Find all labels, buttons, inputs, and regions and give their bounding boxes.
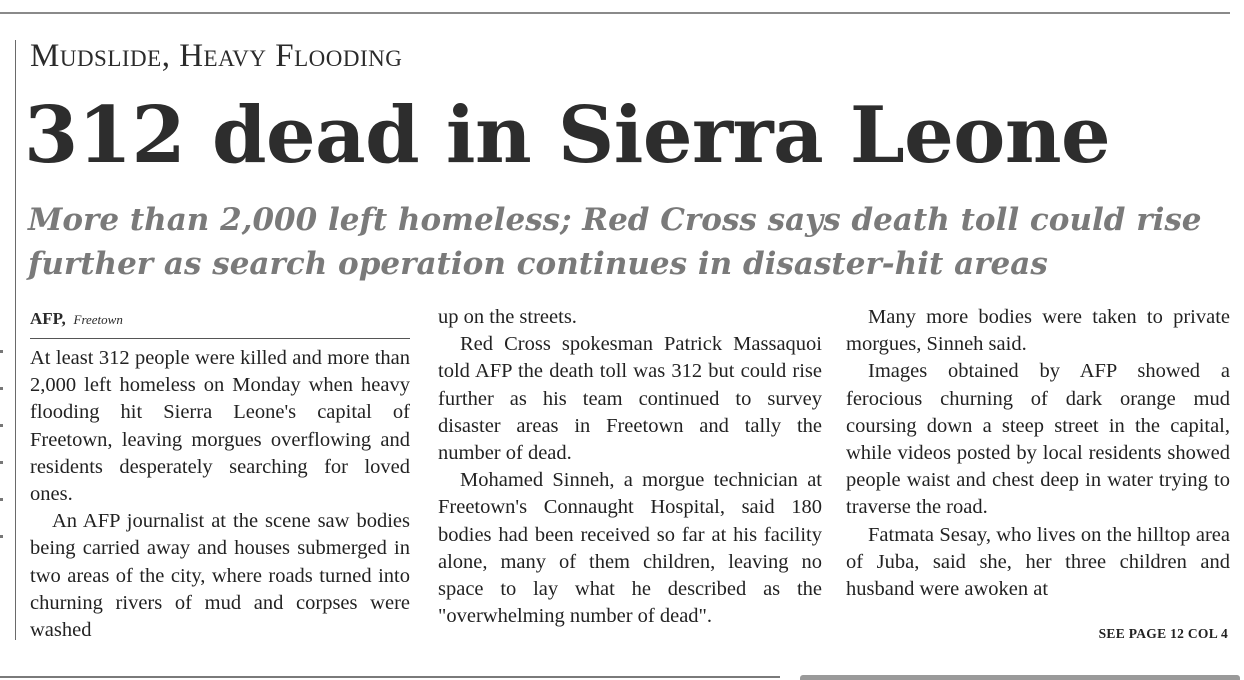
edge-mark xyxy=(0,535,3,538)
subheadline: More than 2,000 left homeless; Red Cross says death toll could rise further as search operation continues in disaster-hit areas xyxy=(28,202,1202,282)
paragraph: Many more bodies were taken to private morgues, Sinneh said. xyxy=(846,306,1230,356)
byline-place: Freetown xyxy=(73,312,123,327)
edge-mark xyxy=(0,461,3,464)
paragraph: Red Cross spokesman Patrick Massaquoi told AFP the death toll was 312 but could rise further as his team continued to survey disaster areas in Freetown and tally the number of dead. xyxy=(438,333,822,465)
article-column-1 xyxy=(30,345,410,644)
article-column-3 xyxy=(846,304,1230,603)
paragraph: An AFP journalist at the scene saw bodies being carried away and houses submerged in two areas of the city, where roads turned into churning rivers of mud and corpses were washed xyxy=(30,510,410,642)
byline-agency: AFP, xyxy=(30,309,66,328)
paragraph: Images obtained by AFP showed a ferocious churning of dark orange mud coursing down a steep street in the capital, while videos posted by local residents showed people waist and chest deep in water trying to traverse the road. xyxy=(846,360,1230,519)
article-column-2 xyxy=(438,304,822,630)
paragraph: up on the streets. xyxy=(438,306,577,328)
bottom-rule-right xyxy=(800,675,1240,680)
jump-line: SEE PAGE 12 COL 4 xyxy=(1098,626,1228,641)
edge-mark xyxy=(0,350,3,353)
bottom-rule xyxy=(0,676,780,678)
edge-mark xyxy=(0,387,3,390)
edge-mark xyxy=(0,424,3,427)
paragraph: Fatmata Sesay, who lives on the hilltop area of Juba, said she, her three children and husband were awoken at xyxy=(846,523,1230,601)
paragraph: At least 312 people were killed and more than 2,000 left homeless on Monday when heavy flooding hit Sierra Leone's capital of Freetown, leaving morgues overflowing and residents desperately searching for loved ones. xyxy=(30,347,410,506)
page-edge-marks xyxy=(0,350,6,630)
byline xyxy=(30,309,410,329)
top-rule xyxy=(0,12,1230,14)
kicker: Mudslide, Heavy Flooding xyxy=(30,38,403,74)
edge-mark xyxy=(0,498,3,501)
byline-rule xyxy=(30,338,410,339)
headline: 312 dead in Sierra Leone xyxy=(24,90,1111,181)
paragraph: Mohamed Sinneh, a morgue technician at Freetown's Connaught Hospital, said 180 bodies had been received so far at his facility alone, many of them children, leaving no space to lay what he described as the "overwhelming number of dead". xyxy=(438,469,822,628)
left-column-rule xyxy=(15,40,16,640)
